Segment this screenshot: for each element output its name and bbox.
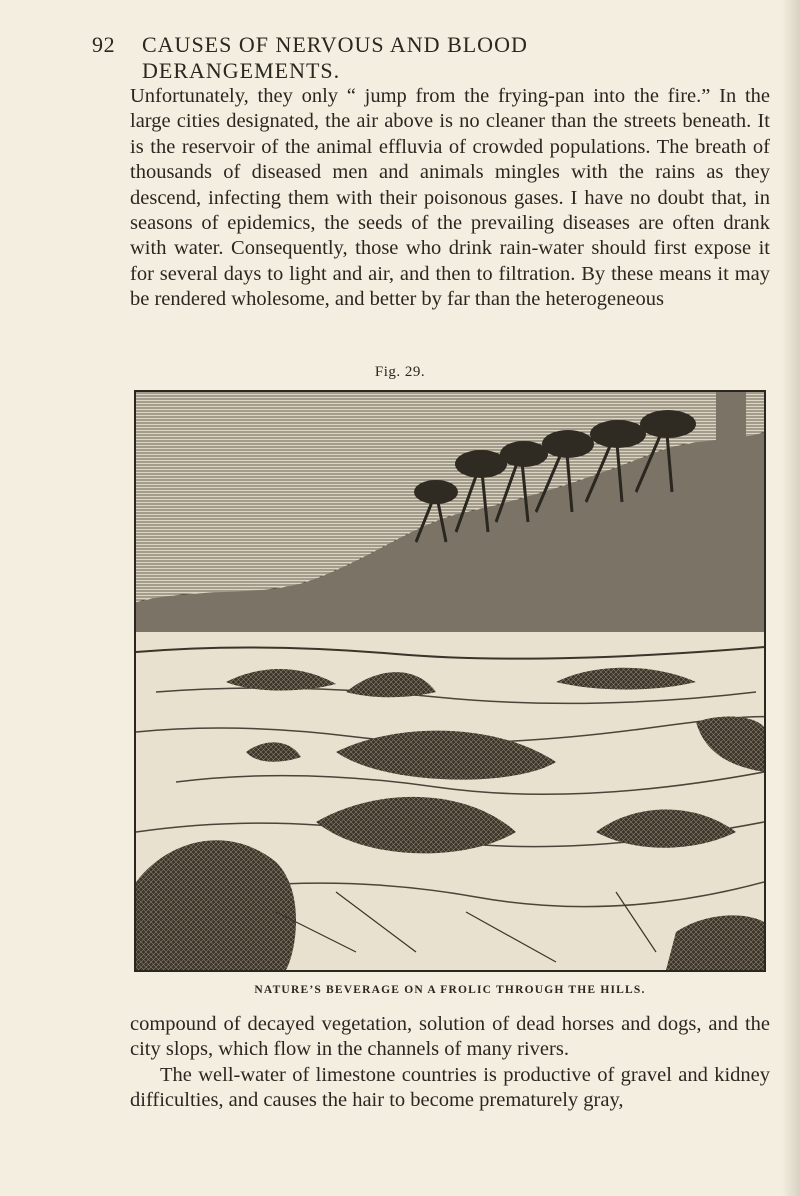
page-number: 92 (92, 32, 116, 57)
paragraph-top: Unfortunately, they only “ jump from the frying-pan into the fire.” In the large cities designated, the air above is no cleaner than the streets beneath. It is the reservoir of the animal effluvia of crowded populations. The breath of thousands of diseased men and animals mingles with the rains as they descend, infecting them with their poisonous gases. I have no doubt that, in seasons of epidemics, the seeds of the prevailing diseases are often drank with water. Consequently, those who drink rain-water should first expose it for several days to light and air, and then to filtration. By these means it may be rendered wholesome, and better by far than the heterogeneous (130, 85, 770, 311)
body-text-bottom (130, 1012, 770, 1114)
page-edge-shadow (782, 0, 800, 1196)
figure-label: Fig. 29. (374, 364, 426, 380)
paragraph-continued: compound of decayed vegetation, solution of dead horses and dogs, and the city slops, which flow in the channels of many rivers. (130, 1013, 770, 1061)
figure-engraving (134, 390, 766, 972)
running-title: CAUSES OF NERVOUS AND BLOOD DERANGEMENTS. (142, 32, 528, 83)
paragraph-next: The well-water of limestone countries is productive of gravel and kidney difficulties, and causes the hair to become prematurely gray, (130, 1063, 770, 1112)
body-text-top (130, 84, 770, 313)
figure-caption: NATURE’S BEVERAGE ON A FROLIC THROUGH THE HILLS. (254, 984, 646, 996)
river-landscape-illustration (136, 392, 764, 970)
